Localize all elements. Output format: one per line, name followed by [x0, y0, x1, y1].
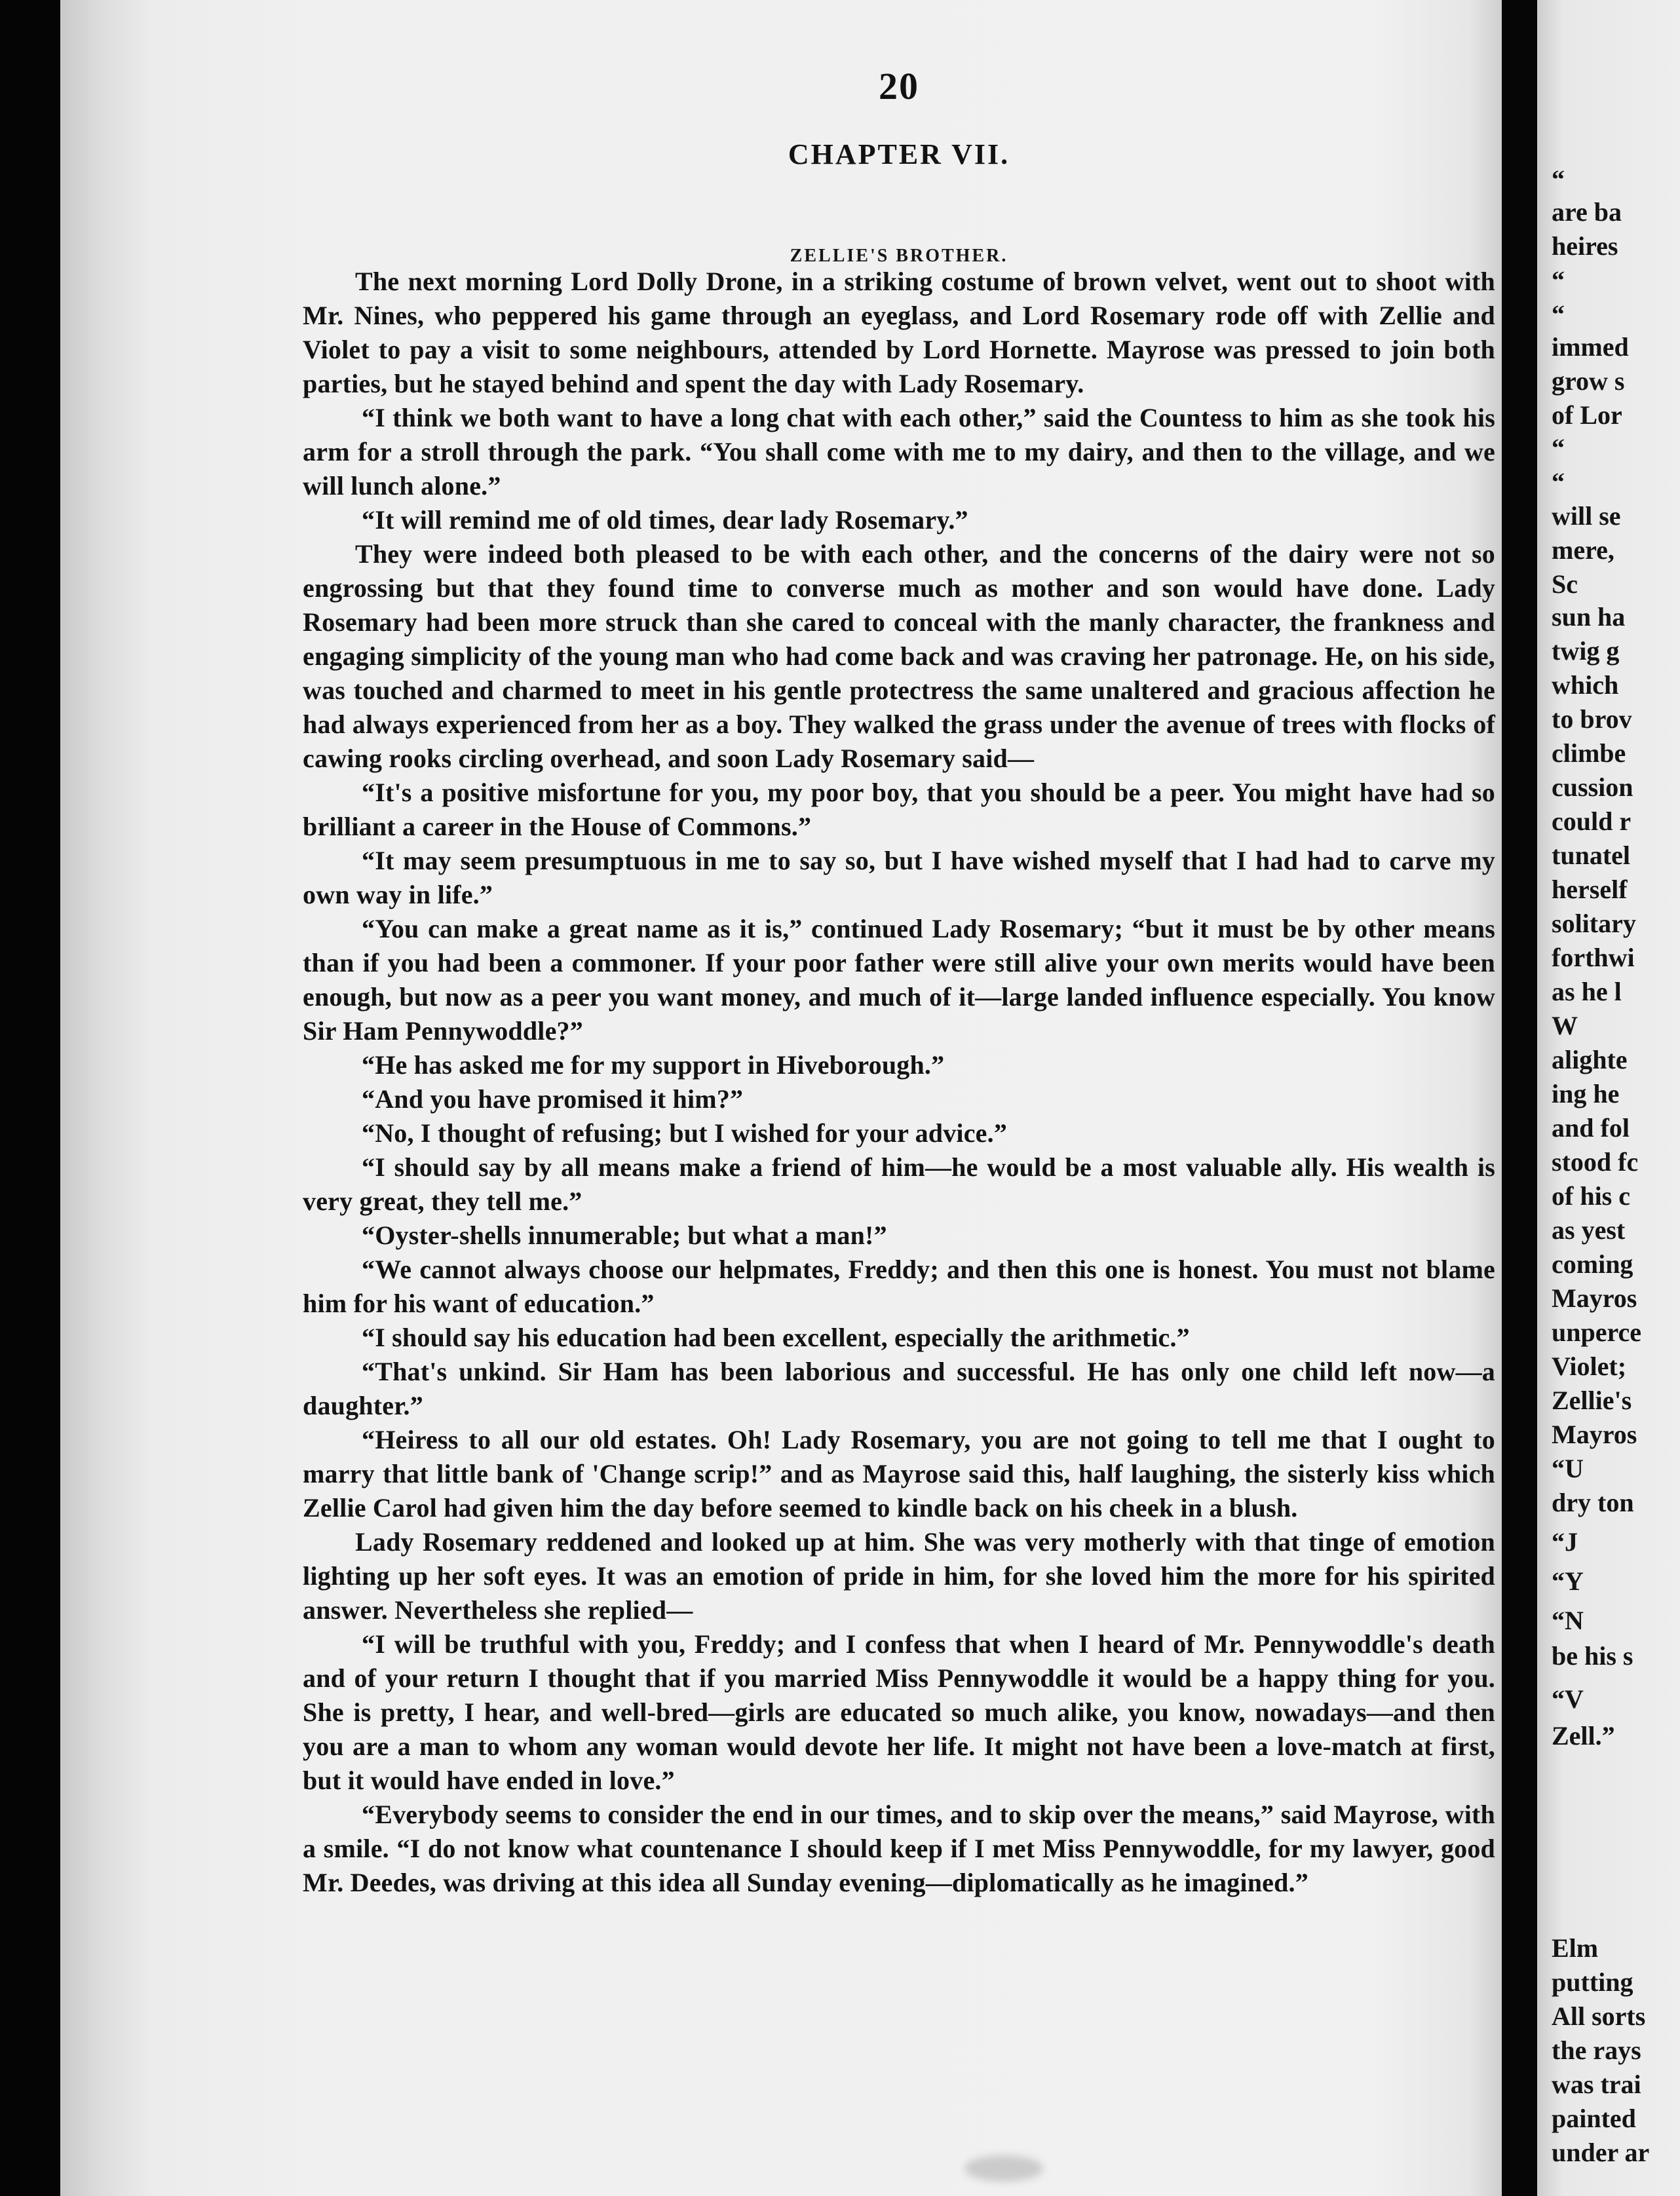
adjacent-page-line: of Lor	[1552, 400, 1622, 430]
paragraph: “I should say by all means make a friend of him—he would be a most valuable ally. His wealth is very great, they tell me.”	[303, 1152, 1495, 1216]
adjacent-page-line: was trai	[1552, 2070, 1641, 2099]
page-stain	[964, 2155, 1043, 2182]
paragraph: “It may seem presumptuous in me to say so, but I have wished myself that I had had to carve my own way in life.”	[303, 846, 1495, 909]
chapter-body	[303, 265, 1495, 1900]
adjacent-page-line: tunatel	[1552, 841, 1630, 870]
adjacent-page-line: Elm	[1552, 1933, 1599, 1963]
paragraph: “He has asked me for my support in Hiveborough.”	[362, 1050, 945, 1080]
adjacent-page-line: “Y	[1552, 1566, 1584, 1596]
adjacent-page-line: Zellie's	[1552, 1386, 1632, 1415]
paragraph: “You can make a great name as it is,” continued Lady Rosemary; “but it must be by other means than if you had been a commoner. If your poor father were still alive your own merits would have been enough, but now as a peer you want money, and much of it—large landed influence especially. You know Sir Ham Pennywoddle?”	[303, 914, 1495, 1046]
paragraph: The next morning Lord Dolly Drone, in a striking costume of brown velvet, went out to shoot with Mr. Nines, who peppered his game through an eyeglass, and Lord Rosemary rode off with Zellie and Violet to pay a visit to some neighbours, attended by Lord Hornette. Mayrose was pressed to join both parties, but he stayed behind and spent the day with Lady Rosemary.	[303, 267, 1495, 398]
adjacent-page-line: “N	[1552, 1606, 1584, 1635]
paragraph: “Everybody seems to consider the end in our times, and to skip over the means,” said Mayrose, with a smile. “I do not know what countenance I should keep if I met Miss Pennywoddle, for my lawyer, good Mr. Deedes, was driving at this idea all Sunday evening—diplomatically as he imagined.”	[303, 1800, 1495, 1897]
adjacent-page-line: dry ton	[1552, 1488, 1634, 1517]
adjacent-page-line: “	[1552, 433, 1565, 463]
adjacent-page-line: mere,	[1552, 535, 1614, 565]
adjacent-page-line: herself	[1552, 875, 1628, 904]
adjacent-page-line: “	[1552, 467, 1565, 497]
adjacent-page-line: Sc	[1552, 569, 1578, 599]
adjacent-page-line: the rays	[1552, 2035, 1641, 2065]
book-page	[60, 0, 1502, 2196]
chapter-subtitle: ZELLIE'S BROTHER.	[790, 246, 1008, 266]
adjacent-page-line: ing he	[1552, 1079, 1620, 1108]
paragraph: “It will remind me of old times, dear lady Rosemary.”	[362, 505, 968, 535]
adjacent-page-line: and fol	[1552, 1113, 1630, 1143]
adjacent-page-line: are ba	[1552, 197, 1622, 227]
adjacent-page-line: coming	[1552, 1249, 1633, 1279]
adjacent-page-line: putting	[1552, 1967, 1633, 1997]
adjacent-page-line: cussion	[1552, 772, 1633, 802]
adjacent-page-line: alighte	[1552, 1045, 1628, 1074]
paragraph: “It's a positive misfortune for you, my poor boy, that you should be a peer. You might have had so brilliant a career in the House of Commons.”	[303, 778, 1495, 841]
adjacent-page-line: “U	[1552, 1454, 1584, 1483]
paragraph: “I think we both want to have a long chat with each other,” said the Countess to him as she took his arm for a stroll through the park. “You shall come with me to my dairy, and then to the village, and we will lunch alone.”	[303, 403, 1495, 501]
paragraph: “Oyster-shells innumerable; but what a man!”	[362, 1221, 887, 1250]
paragraph: “No, I thought of refusing; but I wished for your advice.”	[362, 1118, 1008, 1148]
adjacent-page-line: could r	[1552, 806, 1632, 836]
paragraph: They were indeed both pleased to be with each other, and the concerns of the dairy were not so engrossing but that they found time to converse much as mother and son would have done. Lady Rosemary had been more struck than she cared to conceal with the manly character, the frankness and engaging simplicity of the young man who had come back and was craving her patronage. He, on his side, was touched and charmed to meet in his gentle protectress the same unaltered and gracious affection he had always experienced from her as a boy. They walked the grass under the avenue of trees with flocks of cawing rooks circling overhead, and soon Lady Rosemary said—	[303, 539, 1495, 773]
paragraph: “And you have promised it him?”	[362, 1084, 744, 1114]
adjacent-page-line: be his s	[1552, 1641, 1633, 1671]
adjacent-page-line: climbe	[1552, 738, 1626, 768]
adjacent-page-line: solitary	[1552, 909, 1636, 938]
adjacent-page-line: W	[1552, 1011, 1578, 1040]
adjacent-page-line: “	[1552, 265, 1565, 295]
adjacent-page-line: stood fc	[1552, 1147, 1639, 1177]
adjacent-page-line: Zell.”	[1552, 1721, 1615, 1751]
page-content	[303, 0, 1495, 2196]
paragraph: “We cannot always choose our helpmates, Freddy; and then this one is honest. You must not blame him for his want of education.”	[303, 1255, 1495, 1318]
adjacent-page-line: to brov	[1552, 704, 1632, 734]
adjacent-page-line: Mayros	[1552, 1420, 1637, 1449]
chapter-title: CHAPTER VII.	[788, 138, 1010, 170]
paragraph: “Heiress to all our old estates. Oh! Lady Rosemary, you are not going to tell me that I ought to marry that little bank of 'Change scrip!” and as Mayrose said this, half laughing, the sisterly kiss which Zellie Carol had given him the day before seemed to kindle back on his cheek in a blush.	[303, 1425, 1495, 1523]
page-number: 20	[879, 65, 919, 107]
adjacent-page-line: as yest	[1552, 1215, 1626, 1245]
adjacent-page-line: heires	[1552, 231, 1618, 261]
adjacent-page-line: “	[1552, 299, 1565, 329]
adjacent-page-line: Mayros	[1552, 1283, 1637, 1313]
paragraph: “That's unkind. Sir Ham has been laborious and successful. He has only one child left now—a daughter.”	[303, 1357, 1495, 1420]
paragraph: “I should say his education had been excellent, especially the arithmetic.”	[362, 1323, 1190, 1352]
adjacent-page-line: under ar	[1552, 2138, 1650, 2167]
adjacent-page-line: “	[1552, 164, 1565, 194]
adjacent-page-line: forthwi	[1552, 943, 1635, 972]
adjacent-page-line: immed	[1552, 332, 1629, 362]
book-spine	[1502, 0, 1537, 2196]
adjacent-page-line: unperce	[1552, 1317, 1642, 1347]
adjacent-page-line: twig g	[1552, 636, 1620, 666]
adjacent-page-line: “V	[1552, 1684, 1584, 1714]
adjacent-page-line: as he l	[1552, 977, 1622, 1006]
adjacent-page-line: painted	[1552, 2104, 1636, 2133]
adjacent-page-line: “J	[1552, 1527, 1578, 1557]
adjacent-page-line: sun ha	[1552, 602, 1626, 632]
adjacent-page	[1537, 0, 1680, 2196]
adjacent-page-line: All sorts	[1552, 2001, 1646, 2031]
adjacent-page-line: will se	[1552, 501, 1621, 531]
adjacent-page-line: which	[1552, 670, 1619, 700]
left-gutter	[0, 0, 60, 2196]
paragraph: “I will be truthful with you, Freddy; and I confess that when I heard of Mr. Pennywoddle's death and of your return I thought that if you married Miss Pennywoddle it would be a happy thing for you. She is pretty, I hear, and well-bred—girls are educated so much alike, you know, nowadays—and then you are a man to whom any woman would devote her life. It might not have been a love-match at first, but it would have ended in love.”	[303, 1629, 1495, 1795]
adjacent-page-line: grow s	[1552, 366, 1625, 396]
adjacent-page-line: of his c	[1552, 1181, 1630, 1211]
paragraph: Lady Rosemary reddened and looked up at him. She was very motherly with that tinge of emotion lighting up her soft eyes. It was an emotion of pride in him, for she loved him the more for his spirited answer. Nevertheless she replied—	[303, 1527, 1495, 1625]
adjacent-page-line: Violet;	[1552, 1352, 1627, 1381]
